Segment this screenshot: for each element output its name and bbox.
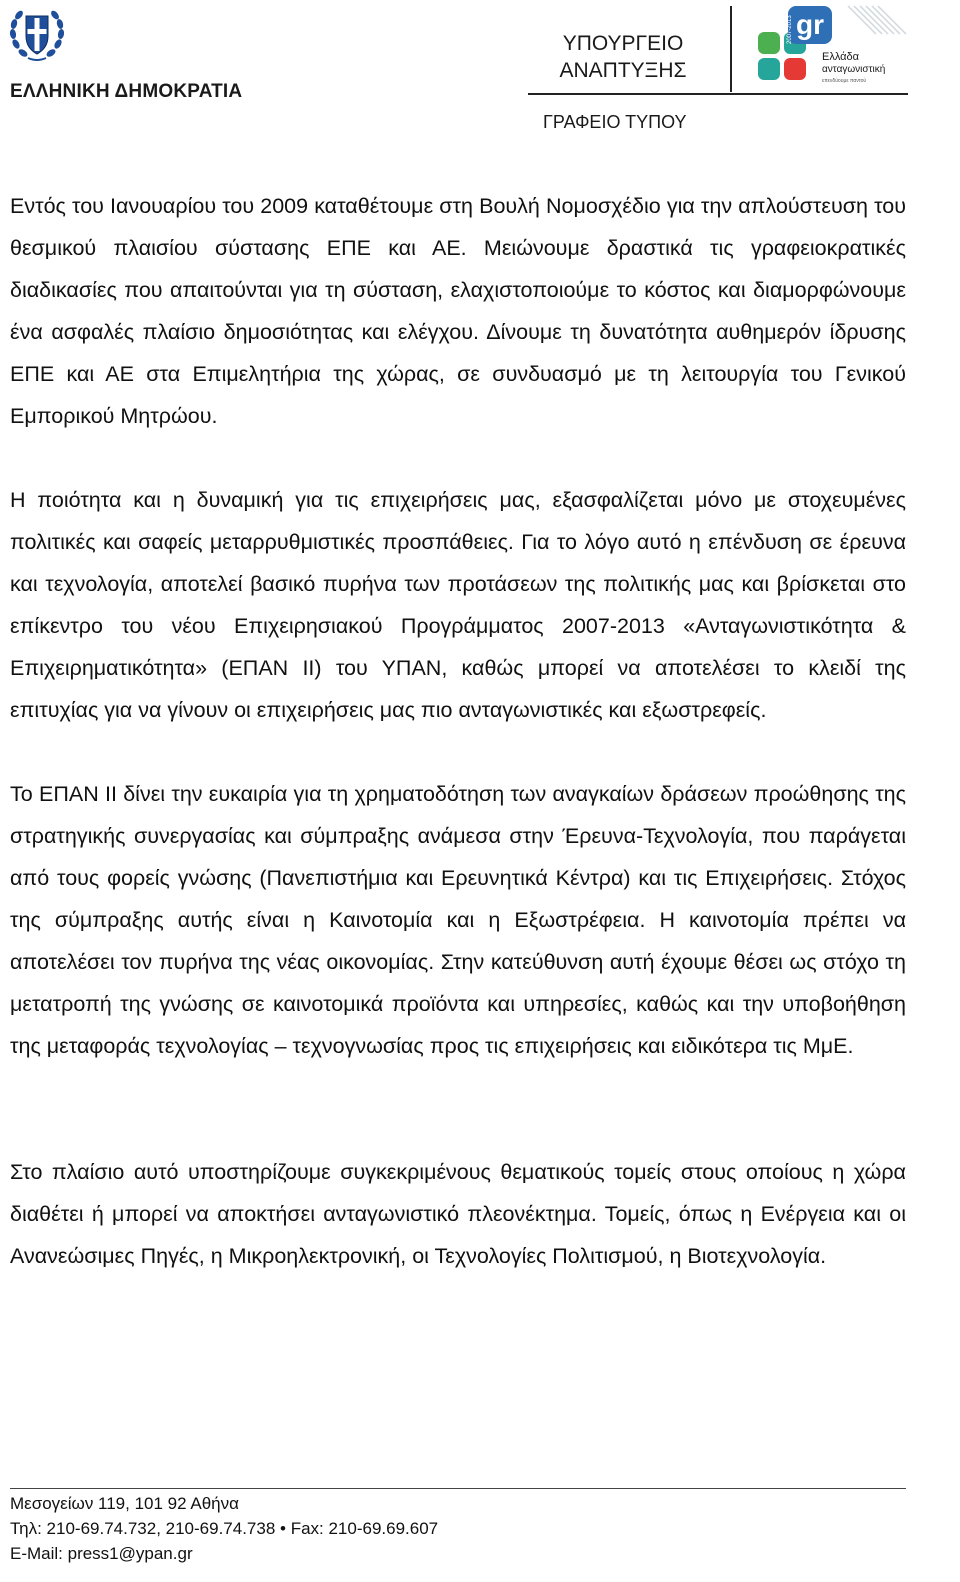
footer-email: E-Mail: press1@ypan.gr [10,1544,193,1563]
footer-address: Μεσογείων 119, 101 92 Αθήνα [10,1494,239,1513]
republic-title: ΕΛΛΗΝΙΚΗ ΔΗΜΟΚΡΑΤΙΑ [10,81,243,102]
ministry-name [528,30,718,84]
ministry-name-line1: ΥΠΟΥΡΓΕΙΟ [562,32,684,55]
ministry-name-line2: ΑΝΑΠΤΥΞΗΣ [559,59,687,82]
svg-text:ανταγωνιστική: ανταγωνιστική [822,64,886,75]
paragraph-3: Το ΕΠΑΝ ΙΙ δίνει την ευκαιρία για τη χρηματοδότηση των αναγκαίων δράσεων προώθησης της στρατηγικής συνεργασίας και σύμπραξης ανάμεσα στην Έρευνα-Τεχνολογία, που παράγεται από τους φορείς γνώσης (Πανεπιστήμια και Ερευνητικά Κέντρα) και τις Επιχειρήσεις. Στόχος της σύμπραξης αυτής είναι η Καινοτομία και η Εξωστρέφεια. Η καινοτομία πρέπει να αποτελέσει τον πυρήνα της νέας οικονομίας. Στην κατεύθυνση αυτή έχουμε θέσει ως στόχο τη μετατροπή της γνώσης σε καινοτομικά προϊόντα και υπηρεσίες, καθώς και την υποβοήθηση της μεταφοράς τεχνολογίας – τεχνογνωσίας προς τις επιχειρήσεις και ειδικότερα τις ΜμΕ. [10,782,906,1058]
paragraph-1: Εντός του Ιανουαρίου του 2009 καταθέτουμε στη Βουλή Νομοσχέδιο για την απλούστευση του θεσμικού πλαισίου σύστασης ΕΠΕ και ΑΕ. Μειώνουμε δραστικά τις γραφειοκρατικές διαδικασίες που απαιτούνται για τη σύσταση, ελαχιστοποιούμε το κόστος και διαμορφώνουμε ένα ασφαλές πλαίσιο δημοσιότητας και ελέγχου. Δίνουμε τη δυνατότητα αυθημερόν ίδρυσης ΕΠΕ και ΑΕ στα Επιμελητήρια της χώρας, σε συνδυασμό με τη λειτουργία του Γενικού Εμπορικού Μητρώου. [10,194,906,428]
greece-competitive-logo-icon [758,4,908,90]
svg-text:2007-2013: 2007-2013 [787,15,793,44]
svg-text:Ελλάδα: Ελλάδα [822,51,860,63]
letterhead [0,0,960,150]
press-release-body [10,185,906,1277]
svg-text:gr: gr [796,9,824,40]
footer-contact [10,1491,438,1566]
header-horizontal-divider [528,93,908,95]
greek-coat-of-arms-icon [8,4,66,64]
footer-divider [10,1488,906,1489]
paragraph-4: Στο πλαίσιο αυτό υποστηρίζουμε συγκεκριμένους θεματικούς τομείς στους οποίους η χώρα διαθέτει ή μπορεί να αποκτήσει ανταγωνιστικό πλεονέκτημα. Τομείς, όπως η Ενέργεια και οι Ανανεώσιμες Πηγές, η Μικροηλεκτρονική, οι Τεχνολογίες Πολιτισμού, η Βιοτεχνολογία. [10,1160,906,1268]
footer-phones: Τηλ: 210-69.74.732, 210-69.74.738 • Fax: 210-69.69.607 [10,1519,439,1538]
svg-text:επενδύουμε παντού: επενδύουμε παντού [822,78,867,84]
header-vertical-divider [730,6,732,92]
paragraph-2: Η ποιότητα και η δυναμική για τις επιχειρήσεις μας, εξασφαλίζεται μόνο με στοχευμένες πολιτικές και σαφείς μεταρρυθμιστικές προσπάθειες. Για το λόγο αυτό η επένδυση σε έρευνα και τεχνολογία, αποτελεί βασικό πυρήνα των προτάσεων της πολιτικής μας και βρίσκεται στο επίκεντρο του νέου Επιχειρησιακού Προγράμματος 2007-2013 «Ανταγωνιστικότητα & Επιχειρηματικότητα» (ΕΠΑΝ ΙΙ) του ΥΠΑΝ, καθώς μπορεί να αποτελέσει το κλειδί της επιτυχίας για να γίνουν οι επιχειρήσεις μας πιο ανταγωνιστικές και εξωστρεφείς. [10,488,906,722]
press-office-label: ΓΡΑΦΕΙΟ ΤΥΠΟΥ [543,112,687,132]
